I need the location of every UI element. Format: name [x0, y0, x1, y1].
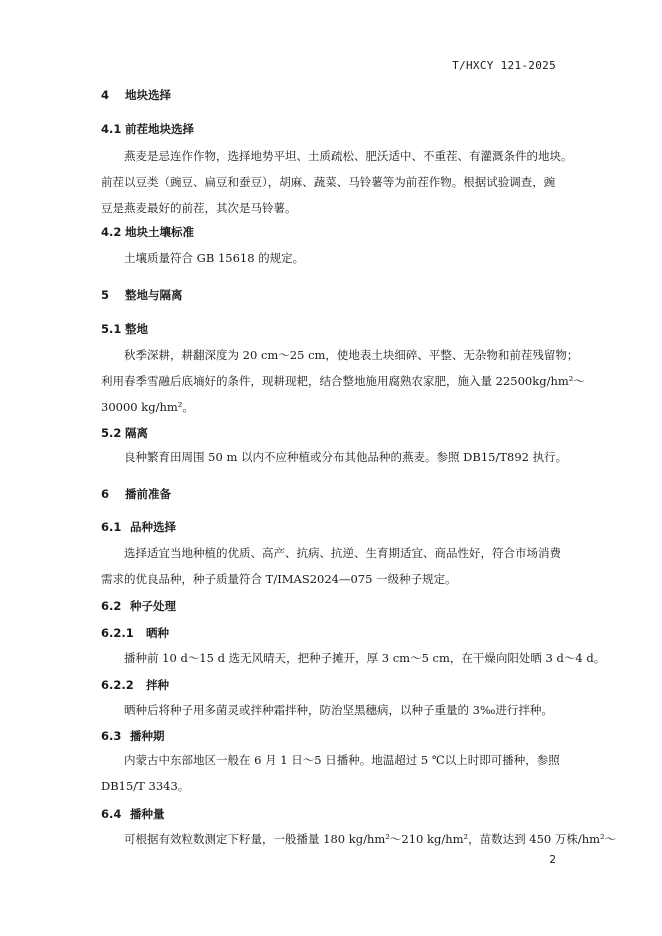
- heading-number: 5.1: [101, 322, 122, 336]
- heading-number: 6.1: [101, 520, 122, 534]
- heading-number: 6.3: [101, 729, 122, 743]
- text-line: 秋季深耕，耕翻深度为 20 cm～25 cm，使地表土块细碎、平整、无杂物和前茬残留物；: [124, 348, 579, 362]
- heading-number: 6.2: [101, 599, 122, 613]
- page-number: 2: [549, 854, 556, 866]
- heading-6: [101, 486, 171, 502]
- text-line: 晒种后将种子用多菌灵或拌种霜拌种，防治坚黑穗病，以种子重量的 3‰进行拌种。: [124, 703, 553, 717]
- heading-6-2-2: [101, 677, 169, 693]
- heading-title: 整地: [125, 322, 148, 336]
- heading-4: [101, 87, 171, 103]
- heading-title: 晒种: [146, 626, 169, 640]
- text-line: DB15/T 3343。: [101, 779, 190, 793]
- heading-number: 6.2.1: [101, 626, 134, 640]
- text-line: 前茬以豆类（豌豆、扁豆和蚕豆），胡麻、蔬菜、马铃薯等为前茬作物。根据试验调查，豌: [101, 175, 556, 189]
- heading-6-2: [101, 598, 176, 614]
- heading-number: 4: [101, 88, 110, 102]
- heading-5: [101, 287, 183, 303]
- text-line: 可根据有效粒数测定下籽量，一般播量 180 kg/hm²～210 kg/hm²，苗数达到 450 万株/hm²～: [124, 832, 617, 846]
- paragraph-5-1: [101, 342, 585, 420]
- text-line: 播种前 10 d～15 d 选无风晴天，把种子摊开，厚 3 cm～5 cm，在干燥向阳处晒 3 d～4 d。: [124, 651, 606, 665]
- heading-title: 隔离: [125, 426, 148, 440]
- text-line: 利用春季雪融后底墒好的条件，现耕现耙，结合整地施用腐熟农家肥，施入量 22500kg/hm²～: [101, 374, 585, 388]
- text-line: 豆是燕麦最好的前茬，其次是马铃薯。: [101, 201, 297, 215]
- paragraph-4-2: [101, 245, 561, 271]
- heading-title: 种子处理: [130, 599, 176, 613]
- heading-title: 播种期: [130, 729, 165, 743]
- text-line: 30000 kg/hm²。: [101, 400, 194, 414]
- heading-number: 6.4: [101, 807, 122, 821]
- paragraph-6-4: [101, 826, 617, 852]
- heading-title: 拌种: [146, 678, 169, 692]
- heading-title: 地块选择: [125, 88, 171, 102]
- standard-number: T/HXCY 121-2025: [452, 59, 556, 72]
- paragraph-6-1: [101, 540, 561, 592]
- heading-6-3: [101, 728, 165, 744]
- heading-number: 5.2: [101, 426, 122, 440]
- heading-5-2: [101, 425, 148, 441]
- paragraph-5-2: [101, 444, 568, 470]
- heading-number: 6: [101, 487, 110, 501]
- heading-6-2-1: [101, 625, 169, 641]
- heading-title: 播前准备: [125, 487, 171, 501]
- paragraph-6-2-2: [101, 697, 561, 723]
- text-line: 选择适宜当地种植的优质、高产、抗病、抗逆、生育期适宜、商品性好，符合市场消费: [124, 546, 561, 560]
- text-line: 良种繁育田周围 50 m 以内不应种植或分布其他品种的燕麦。参照 DB15/T892 执行。: [124, 450, 568, 464]
- heading-5-1: [101, 321, 148, 337]
- heading-number: 5: [101, 288, 110, 302]
- paragraph-6-2-1: [101, 645, 606, 671]
- heading-4-2: [101, 224, 194, 240]
- text-line: 需求的优良品种，种子质量符合 T/IMAS2024—075 一级种子规定。: [101, 572, 457, 586]
- heading-4-1: [101, 121, 194, 137]
- heading-number: 4.1: [101, 122, 122, 136]
- text-line: 土壤质量符合 GB 15618 的规定。: [124, 251, 305, 265]
- paragraph-4-1: [101, 143, 573, 221]
- heading-title: 整地与隔离: [125, 288, 183, 302]
- paragraph-6-3: [101, 747, 561, 799]
- heading-title: 播种量: [130, 807, 165, 821]
- heading-6-1: [101, 519, 176, 535]
- heading-number: 6.2.2: [101, 678, 134, 692]
- text-line: 燕麦是忌连作作物，选择地势平坦、土质疏松、肥沃适中、不重茬、有灌溉条件的地块。: [124, 149, 573, 163]
- heading-title: 品种选择: [130, 520, 176, 534]
- text-line: 内蒙古中东部地区一般在 6 月 1 日～5 日播种。地温超过 5 ℃以上时即可播种，参照: [124, 753, 560, 767]
- heading-number: 4.2: [101, 225, 122, 239]
- heading-title: 前茬地块选择: [125, 122, 194, 136]
- heading-6-4: [101, 806, 165, 822]
- heading-title: 地块土壤标准: [125, 225, 194, 239]
